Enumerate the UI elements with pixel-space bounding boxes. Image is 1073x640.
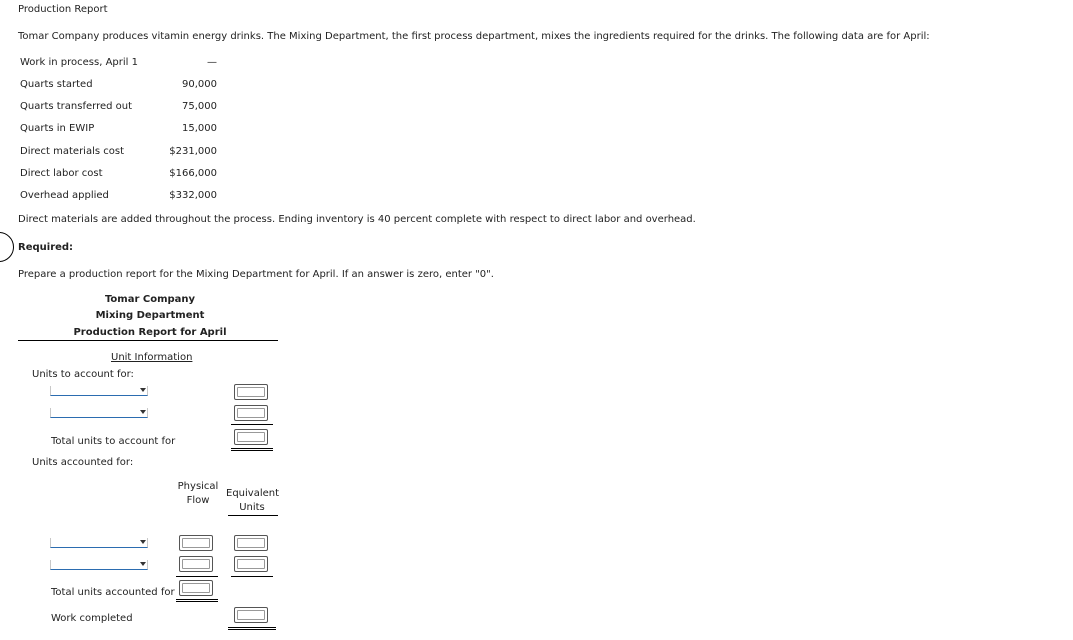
total-units-to-account-input[interactable] xyxy=(234,429,268,445)
total-units-accounted-double-rule-1 xyxy=(176,599,218,600)
physical-flow-input-1[interactable] xyxy=(179,535,213,551)
data-value-ewip: 15,000 xyxy=(182,123,217,134)
units-accounted-select-1[interactable] xyxy=(50,538,148,548)
data-value-dm-cost: $231,000 xyxy=(169,146,217,157)
total-units-accounted-input[interactable] xyxy=(179,580,213,596)
units-accounted-label: Units accounted for: xyxy=(32,457,134,468)
data-value-quarts-started: 90,000 xyxy=(182,79,217,90)
col-equivalent-line1: Equivalent xyxy=(226,488,280,499)
equivalent-header-rule xyxy=(228,515,278,516)
report-header-rule xyxy=(18,340,278,341)
col-equivalent-line2: Units xyxy=(239,502,265,513)
physical-flow-sum-rule xyxy=(176,576,218,577)
data-label-quarts-started: Quarts started xyxy=(20,79,93,90)
data-label-dm-cost: Direct materials cost xyxy=(20,146,124,157)
physical-flow-input-2[interactable] xyxy=(179,556,213,572)
col-physical-line1: Physical xyxy=(177,481,219,492)
data-value-wip: — xyxy=(207,57,217,68)
col-physical-line2: Flow xyxy=(186,495,210,506)
data-value-transferred-out: 75,000 xyxy=(182,101,217,112)
units-to-account-select-1[interactable] xyxy=(50,386,148,396)
data-label-transferred-out: Quarts transferred out xyxy=(20,101,133,112)
note-text: Direct materials are added throughout the process. Ending inventory is 40 percent complete with respect to direct labor and overhead. xyxy=(18,214,696,225)
work-completed-label: Work completed xyxy=(51,613,133,624)
total-units-to-account-double-rule-2 xyxy=(231,450,273,451)
work-completed-double-rule-1 xyxy=(228,627,276,628)
equivalent-units-input-1[interactable] xyxy=(234,535,268,551)
work-completed-double-rule-2 xyxy=(228,629,276,630)
chevron-down-icon xyxy=(140,388,146,392)
units-to-account-select-2[interactable] xyxy=(50,408,148,418)
total-units-accounted-label: Total units accounted for xyxy=(51,587,175,598)
report-title: Production Report for April xyxy=(73,327,227,338)
data-label-wip: Work in process, April 1 xyxy=(20,57,138,68)
chevron-down-icon xyxy=(140,562,146,566)
section-unit-information: Unit Information xyxy=(111,352,193,363)
equivalent-units-input-2[interactable] xyxy=(234,556,268,572)
units-to-account-label: Units to account for: xyxy=(32,369,134,380)
total-units-to-account-double-rule-1 xyxy=(231,448,273,449)
chevron-down-icon xyxy=(140,410,146,414)
data-label-overhead: Overhead applied xyxy=(20,190,109,201)
required-label: Required: xyxy=(18,242,74,253)
total-units-to-account-label: Total units to account for xyxy=(51,436,176,447)
equivalent-units-sum-rule xyxy=(231,576,273,577)
units-accounted-select-2[interactable] xyxy=(50,560,148,570)
units-to-account-sum-rule xyxy=(231,424,273,425)
report-department: Mixing Department xyxy=(95,310,205,321)
data-label-dl-cost: Direct labor cost xyxy=(20,168,103,179)
data-value-overhead: $332,000 xyxy=(169,190,217,201)
work-completed-input[interactable] xyxy=(234,607,268,623)
intro-text: Tomar Company produces vitamin energy drinks. The Mixing Department, the first process department, mixes the ingredients required for the drinks. The following data are for April: xyxy=(18,31,930,42)
units-to-account-input-2[interactable] xyxy=(234,405,268,421)
data-value-dl-cost: $166,000 xyxy=(169,168,217,179)
chevron-down-icon xyxy=(140,540,146,544)
report-company: Tomar Company xyxy=(104,294,196,305)
units-to-account-input-1[interactable] xyxy=(234,384,268,400)
instruction-text: Prepare a production report for the Mixing Department for April. If an answer is zero, enter "0". xyxy=(18,269,494,280)
header-title: Production Report xyxy=(18,4,108,15)
data-label-ewip: Quarts in EWIP xyxy=(20,123,95,134)
required-marker xyxy=(0,232,14,262)
total-units-accounted-double-rule-2 xyxy=(176,601,218,602)
